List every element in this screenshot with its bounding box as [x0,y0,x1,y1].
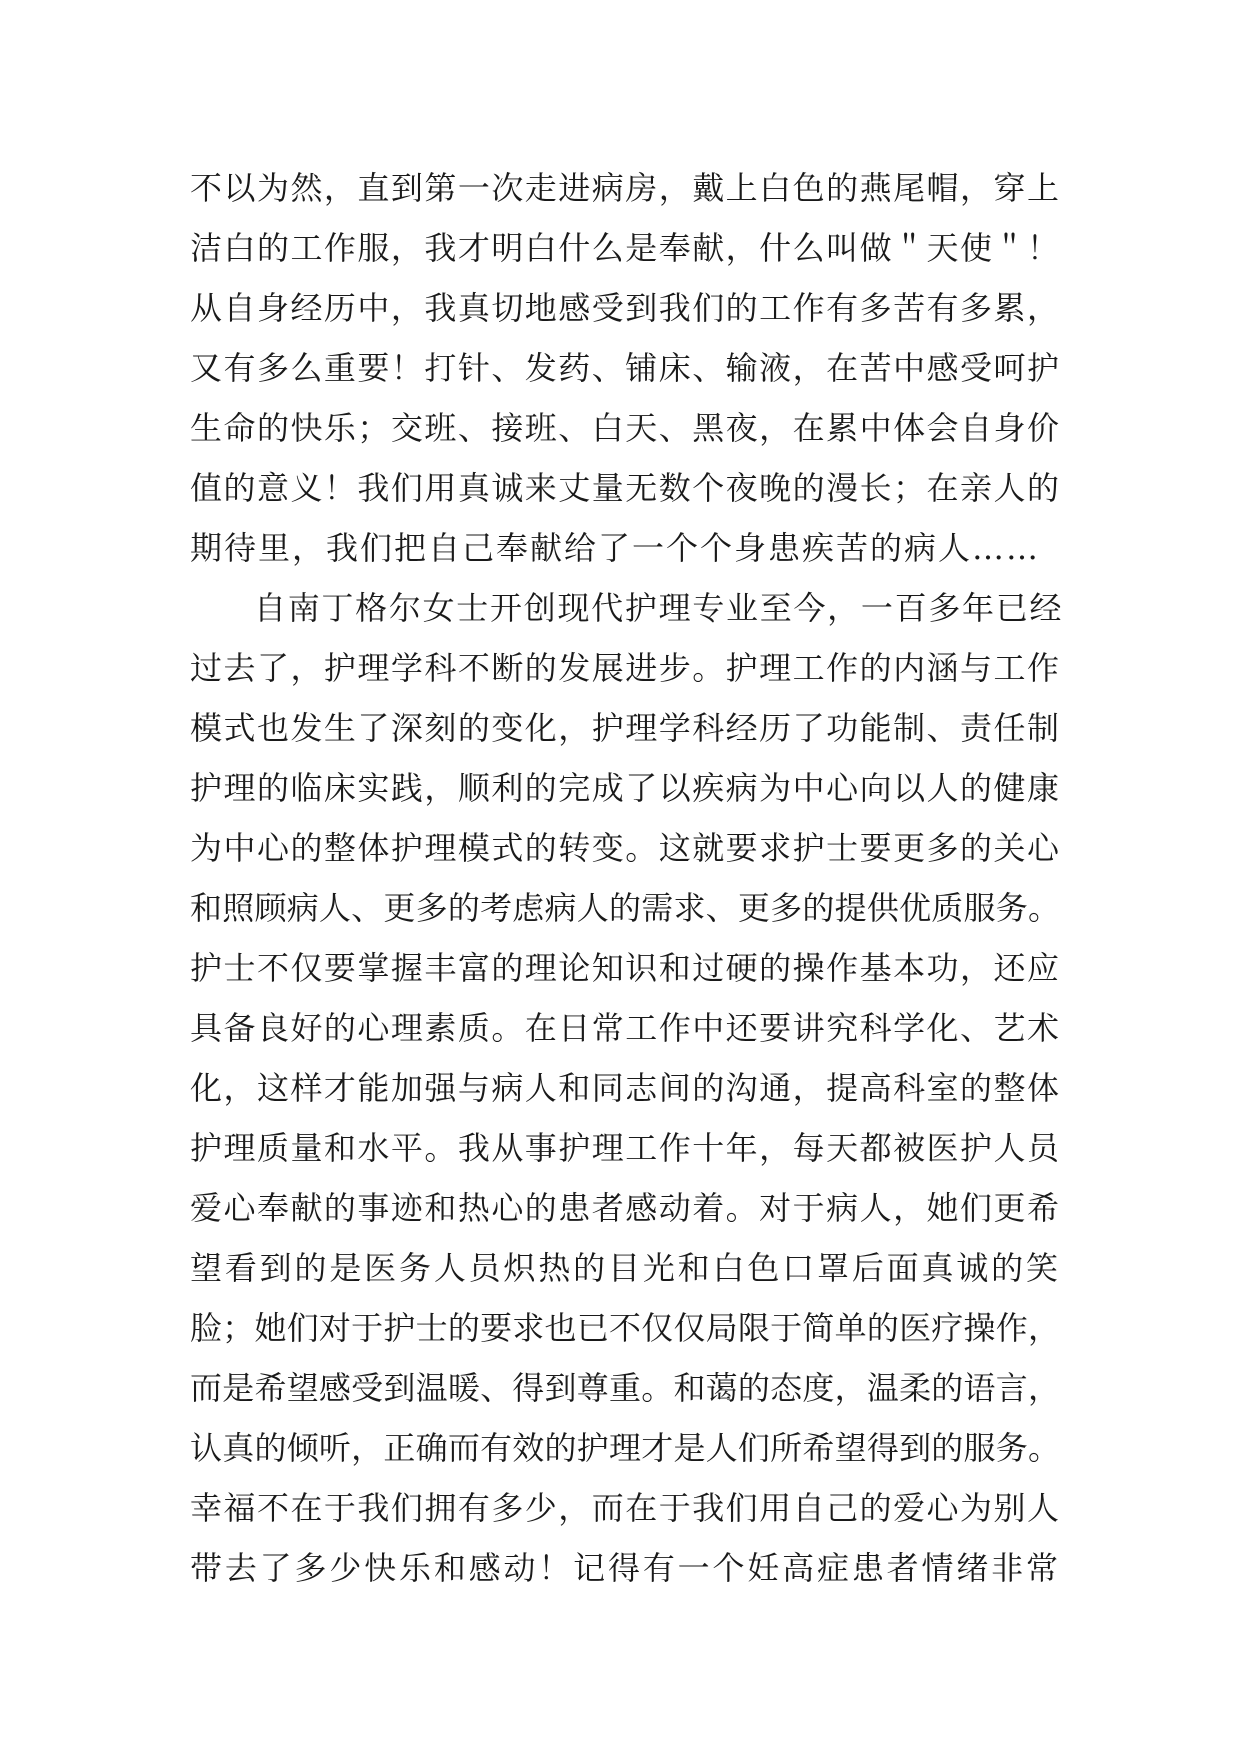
paragraph-first-line: 自南丁格尔女士开创现代护理专业至今，一百多年已经 [254,589,1060,627]
text-line: 洁白的工作服，我才明白什么是奉献，什么叫做＂天使＂！ [190,229,1060,267]
text-line: 认真的倾听，正确而有效的护理才是人们所希望得到的服务。 [190,1429,1060,1467]
text-line: 模式也发生了深刻的变化，护理学科经历了功能制、责任制 [190,709,1060,747]
text-line: 而是希望感受到温暖、得到尊重。和蔼的态度，温柔的语言， [190,1369,1060,1407]
text-line: 生命的快乐；交班、接班、白天、黑夜，在累中体会自身价 [190,409,1060,447]
text-line: 爱心奉献的事迹和热心的患者感动着。对于病人，她们更希 [190,1189,1060,1227]
text-line: 化，这样才能加强与病人和同志间的沟通，提高科室的整体 [190,1069,1060,1107]
text-line: 护理的临床实践，顺利的完成了以疾病为中心向以人的健康 [190,769,1060,807]
text-line: 脸；她们对于护士的要求也已不仅仅局限于简单的医疗操作， [190,1309,1060,1347]
paragraph-end-line: 期待里，我们把自己奉献给了一个个身患疾苦的病人…… [190,529,1041,567]
text-line: 从自身经历中，我真切地感受到我们的工作有多苦有多累， [190,289,1060,327]
text-line: 具备良好的心理素质。在日常工作中还要讲究科学化、艺术 [190,1009,1060,1047]
body-text [190,158,1060,1598]
text-line: 值的意义！我们用真诚来丈量无数个夜晚的漫长；在亲人的 [190,469,1060,507]
text-line: 又有多么重要！打针、发药、铺床、输液，在苦中感受呵护 [190,349,1060,387]
text-line: 幸福不在于我们拥有多少，而在于我们用自己的爱心为别人 [190,1489,1060,1527]
text-line: 为中心的整体护理模式的转变。这就要求护士要更多的关心 [190,829,1060,867]
text-line: 带去了多少快乐和感动！记得有一个妊高症患者情绪非常 [190,1549,1060,1587]
text-line: 护士不仅要掌握丰富的理论知识和过硬的操作基本功，还应 [190,949,1060,987]
text-line: 不以为然，直到第一次走进病房，戴上白色的燕尾帽，穿上 [190,169,1060,207]
text-line: 望看到的是医务人员炽热的目光和白色口罩后面真诚的笑 [190,1249,1060,1287]
text-line: 和照顾病人、更多的考虑病人的需求、更多的提供优质服务。 [190,889,1060,927]
text-line: 护理质量和水平。我从事护理工作十年，每天都被医护人员 [190,1129,1060,1167]
text-line: 过去了，护理学科不断的发展进步。护理工作的内涵与工作 [190,649,1060,687]
